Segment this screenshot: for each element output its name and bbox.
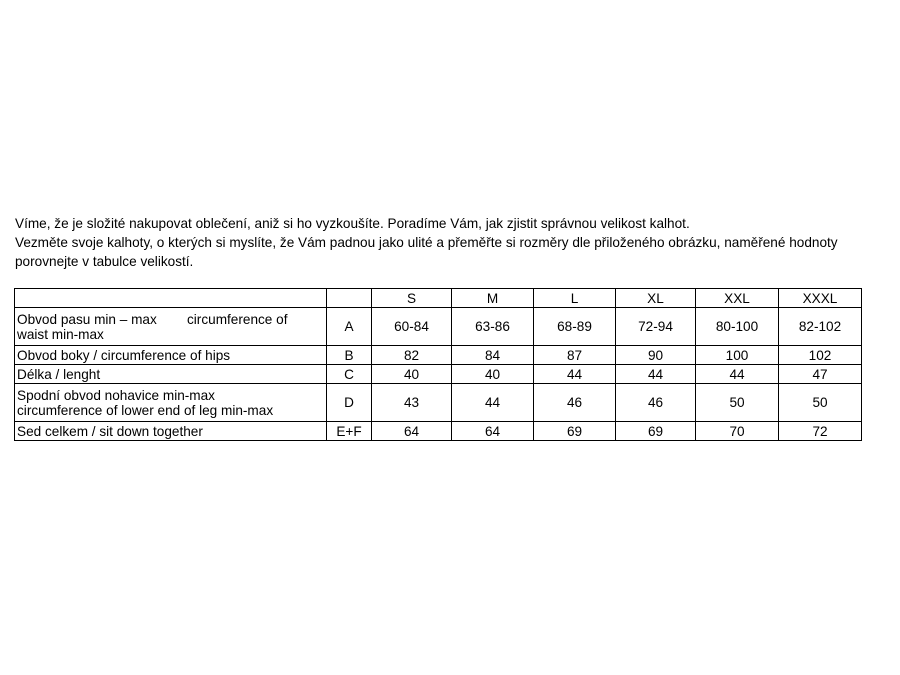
row-value: 64 bbox=[452, 422, 534, 441]
row-value: 100 bbox=[696, 346, 779, 365]
row-value: 44 bbox=[452, 384, 534, 422]
row-desc-line: Obvod pasu min – max circumference of bbox=[17, 311, 288, 327]
row-value: 82-102 bbox=[779, 308, 862, 346]
row-value: 69 bbox=[616, 422, 696, 441]
row-desc-line: circumference of lower end of leg min-max bbox=[17, 402, 274, 418]
row-value: 44 bbox=[696, 365, 779, 384]
row-code: B bbox=[327, 346, 372, 365]
header-size-s: S bbox=[372, 289, 452, 308]
table-row-leg-opening bbox=[15, 384, 862, 422]
row-value: 87 bbox=[534, 346, 616, 365]
row-value: 43 bbox=[372, 384, 452, 422]
row-value: 40 bbox=[452, 365, 534, 384]
row-desc: Délka / lenght bbox=[15, 365, 327, 384]
row-desc bbox=[15, 384, 327, 422]
row-value: 60-84 bbox=[372, 308, 452, 346]
row-value: 70 bbox=[696, 422, 779, 441]
row-value: 80-100 bbox=[696, 308, 779, 346]
row-value: 50 bbox=[779, 384, 862, 422]
table-row-length bbox=[15, 365, 862, 384]
table-row-hips bbox=[15, 346, 862, 365]
row-code: A bbox=[327, 308, 372, 346]
row-code: E+F bbox=[327, 422, 372, 441]
intro-text bbox=[15, 214, 895, 271]
header-size-l: L bbox=[534, 289, 616, 308]
header-desc-cell bbox=[15, 289, 327, 308]
row-desc bbox=[15, 308, 327, 346]
header-size-m: M bbox=[452, 289, 534, 308]
row-value: 102 bbox=[779, 346, 862, 365]
row-value: 64 bbox=[372, 422, 452, 441]
row-value: 82 bbox=[372, 346, 452, 365]
size-table bbox=[14, 288, 862, 441]
row-value: 68-89 bbox=[534, 308, 616, 346]
row-value: 63-86 bbox=[452, 308, 534, 346]
row-value: 50 bbox=[696, 384, 779, 422]
header-size-xl: XL bbox=[616, 289, 696, 308]
intro-line-3: porovnejte v tabulce velikostí. bbox=[15, 254, 194, 269]
row-value: 84 bbox=[452, 346, 534, 365]
table-row-seat bbox=[15, 422, 862, 441]
row-value: 90 bbox=[616, 346, 696, 365]
row-value: 46 bbox=[534, 384, 616, 422]
intro-line-1: Víme, že je složité nakupovat oblečení, aniž si ho vyzkoušíte. Poradíme Vám, jak zjistit správnou velikost kalhot. bbox=[15, 216, 690, 231]
row-value: 44 bbox=[616, 365, 696, 384]
table-header-row bbox=[15, 289, 862, 308]
row-code: C bbox=[327, 365, 372, 384]
row-desc: Sed celkem / sit down together bbox=[15, 422, 327, 441]
row-value: 44 bbox=[534, 365, 616, 384]
row-desc-line: waist min-max bbox=[17, 326, 104, 342]
header-size-xxxl: XXXL bbox=[779, 289, 862, 308]
header-code-cell bbox=[327, 289, 372, 308]
row-value: 72 bbox=[779, 422, 862, 441]
row-code: D bbox=[327, 384, 372, 422]
header-size-xxl: XXL bbox=[696, 289, 779, 308]
row-value: 47 bbox=[779, 365, 862, 384]
intro-line-2: Vezměte svoje kalhoty, o kterých si myslíte, že Vám padnou jako ulité a přeměřte si rozměry dle přiloženého obrázku, naměřené hodnoty bbox=[15, 235, 838, 250]
row-desc: Obvod boky / circumference of hips bbox=[15, 346, 327, 365]
row-value: 72-94 bbox=[616, 308, 696, 346]
row-desc-line: Spodní obvod nohavice min-max bbox=[17, 387, 215, 403]
row-value: 69 bbox=[534, 422, 616, 441]
table-row-waist bbox=[15, 308, 862, 346]
row-value: 46 bbox=[616, 384, 696, 422]
row-value: 40 bbox=[372, 365, 452, 384]
